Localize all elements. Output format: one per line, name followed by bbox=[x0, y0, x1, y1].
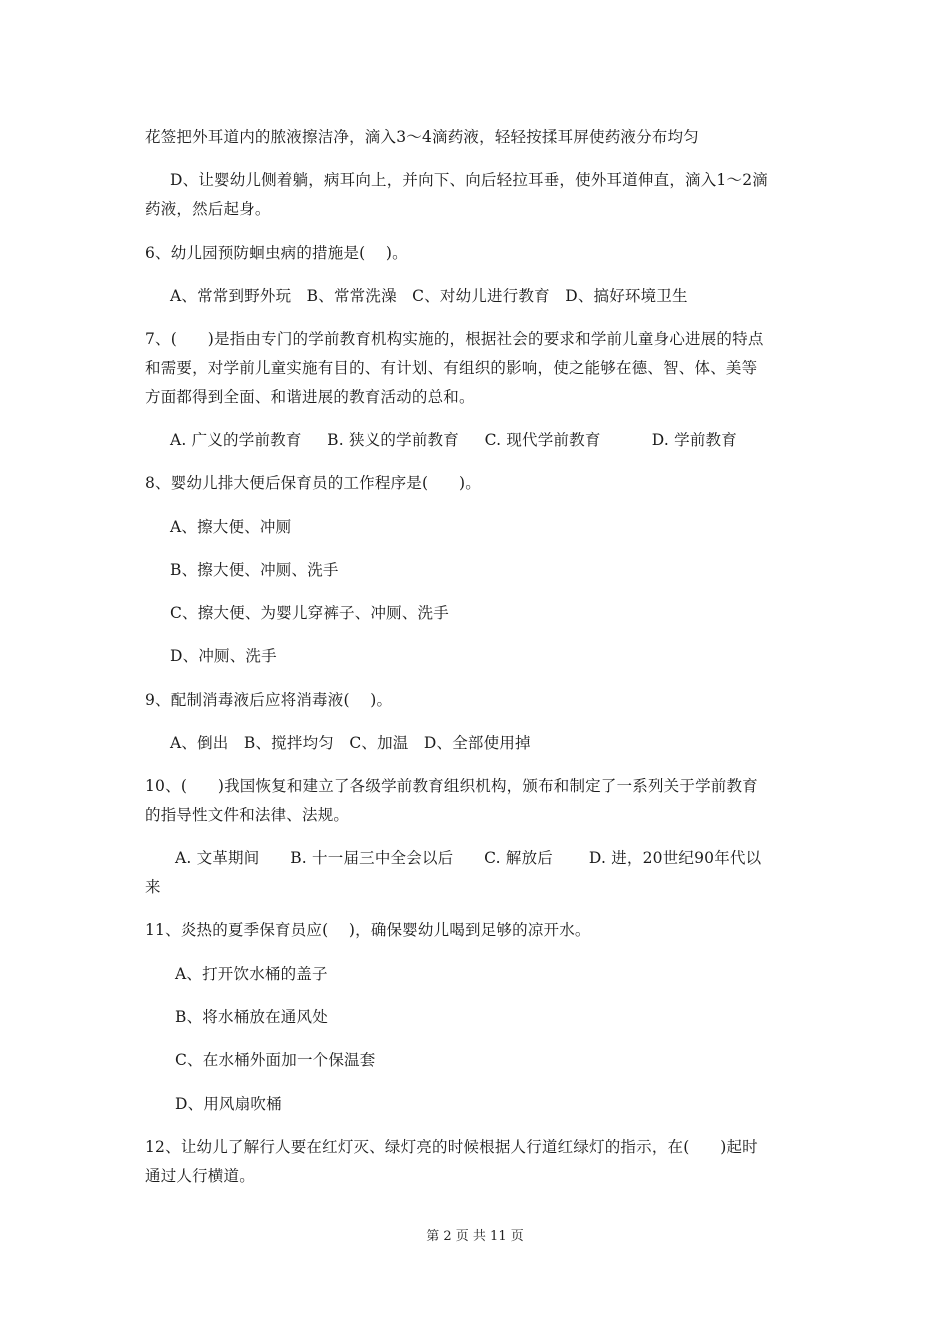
page-footer: 第 2 页 共 11 页 bbox=[426, 1229, 524, 1244]
question-10: 10、( )我国恢复和建立了各级学前教育组织机构，颁布和制定了一系列关于学前教育 bbox=[145, 777, 758, 795]
question-8-option-d: D、冲厕、洗手 bbox=[170, 647, 277, 665]
question-11-option-b: B、将水桶放在通风处 bbox=[175, 1008, 328, 1026]
question-7: 7、( )是指由专门的学前教育机构实施的，根据社会的要求和学前儿童身心进展的特点 bbox=[145, 330, 764, 348]
question-8-option-a: A、擦大便、冲厕 bbox=[170, 518, 292, 536]
question-7-cont: 和需要，对学前儿童实施有目的、有计划、有组织的影响，使之能够在德、智、体、美等 bbox=[145, 359, 758, 377]
question-11: 11、炎热的夏季保育员应( )，确保婴幼儿喝到足够的凉开水。 bbox=[145, 921, 591, 939]
question-8-option-c: C、擦大便、为婴儿穿裤子、冲厕、洗手 bbox=[170, 604, 449, 622]
question-11-option-c: C、在水桶外面加一个保温套 bbox=[175, 1051, 376, 1069]
question-10-options: A. 文革期间 B. 十一届三中全会以后 C. 解放后 D. 进，20世纪90年代以 bbox=[175, 849, 762, 867]
question-11-option-d: D、用风扇吹桶 bbox=[175, 1095, 282, 1113]
option-d-line: D、让婴幼儿侧着躺，病耳向上，并向下、向后轻拉耳垂，使外耳道伸直，滴入1～2滴 bbox=[170, 171, 768, 189]
question-11-option-a: A、打开饮水桶的盖子 bbox=[175, 965, 328, 983]
question-7-options: A. 广义的学前教育 B. 狭义的学前教育 C. 现代学前教育 D. 学前教育 bbox=[170, 431, 737, 449]
text-line: 药液，然后起身。 bbox=[145, 200, 271, 218]
question-6-options: A、常常到野外玩 B、常常洗澡 C、对幼儿进行教育 D、搞好环境卫生 bbox=[170, 287, 688, 305]
question-12: 12、让幼儿了解行人要在红灯灭、绿灯亮的时候根据人行道红绿灯的指示，在( )起时 bbox=[145, 1138, 758, 1156]
question-8-option-b: B、擦大便、冲厕、洗手 bbox=[170, 561, 339, 579]
question-10-options-cont: 来 bbox=[145, 878, 161, 896]
question-6: 6、幼儿园预防蛔虫病的措施是( )。 bbox=[145, 244, 408, 262]
question-7-cont: 方面都得到全面、和谐进展的教育活动的总和。 bbox=[145, 388, 475, 406]
question-8: 8、婴幼儿排大便后保育员的工作程序是( )。 bbox=[145, 474, 481, 492]
text-line: 花签把外耳道内的脓液擦洁净，滴入3～4滴药液，轻轻按揉耳屏使药液分布均匀 bbox=[145, 128, 699, 146]
question-12-cont: 通过人行横道。 bbox=[145, 1167, 255, 1185]
question-10-cont: 的指导性文件和法律、法规。 bbox=[145, 806, 350, 824]
question-9-options: A、倒出 B、搅拌均匀 C、加温 D、全部使用掉 bbox=[170, 734, 531, 752]
question-9: 9、配制消毒液后应将消毒液( )。 bbox=[145, 691, 393, 709]
